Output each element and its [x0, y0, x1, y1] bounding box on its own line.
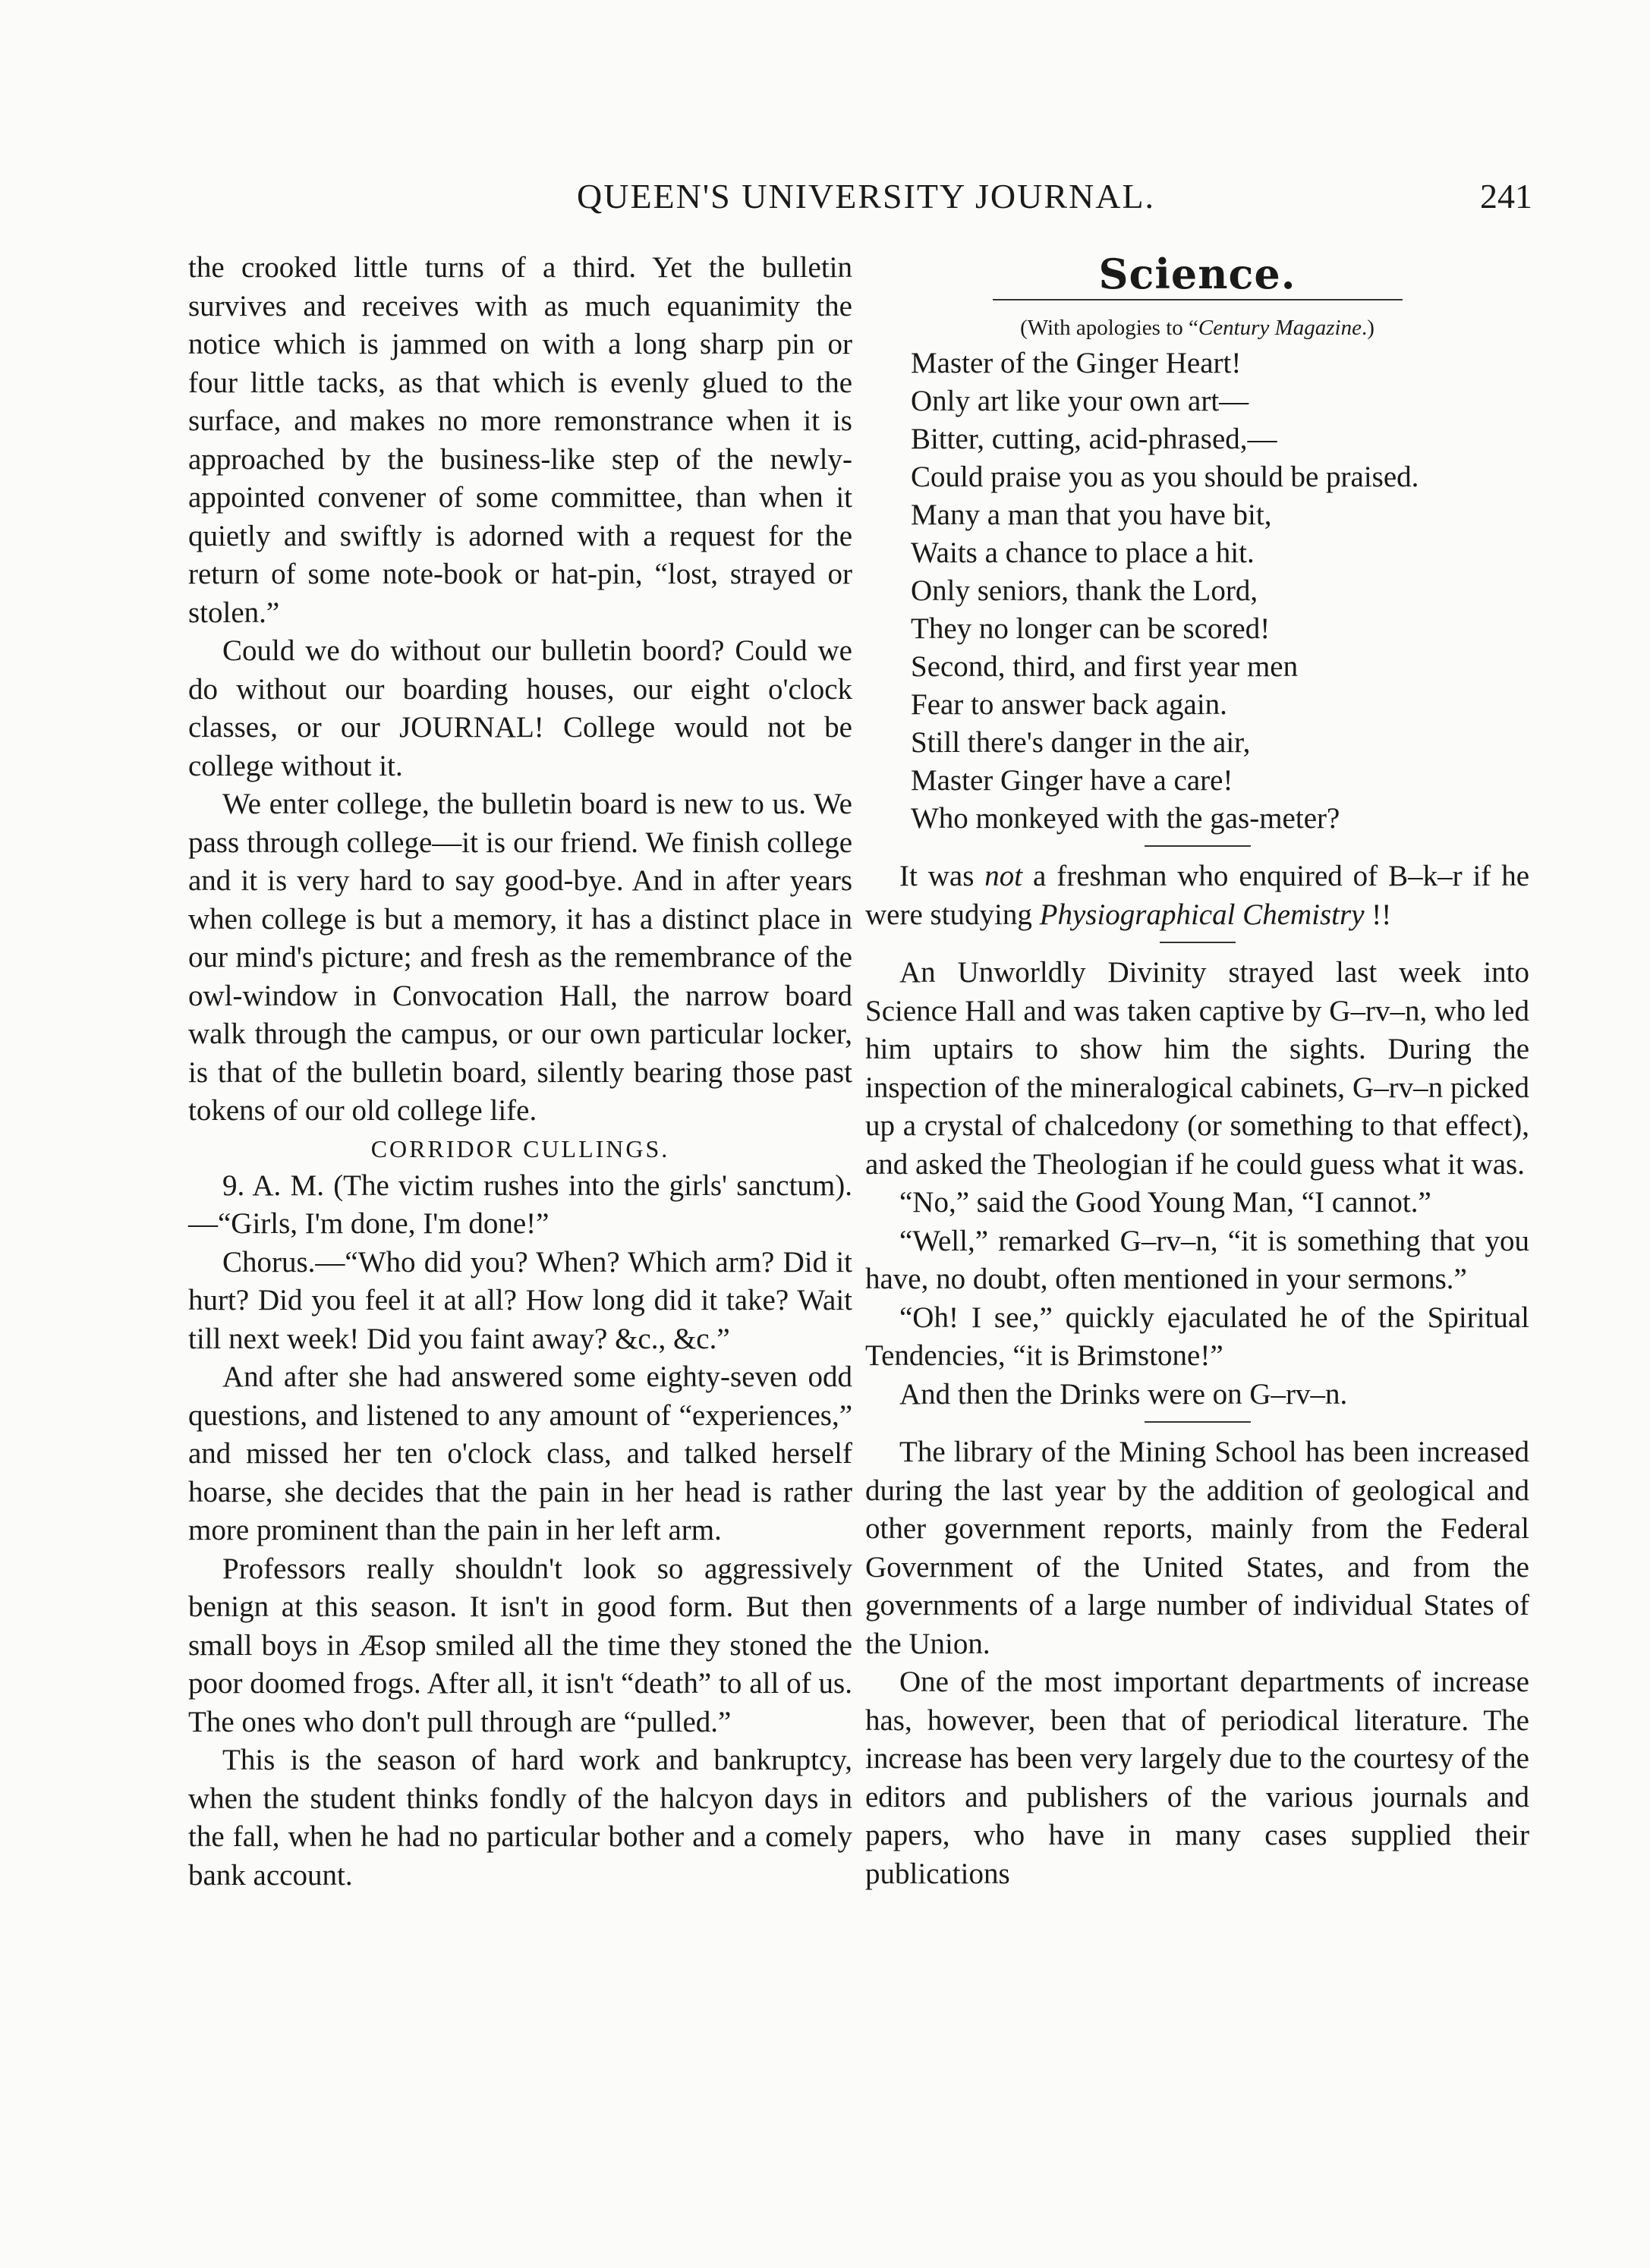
cullings-paragraph-after: And after she had answered some eighty-seven odd questions, and listened to any amount of “experiences,” and missed her ten o'clock class, and talked herself hoarse, she decides that the pain in her head is rather more prominent than the pain in her left arm.	[188, 1360, 852, 1546]
freshman-text-end: !!	[1371, 898, 1392, 931]
cullings-paragraph-season: This is the season of hard work and bankruptcy, when the student thinks fondly of the halcyon days in the fall, when he had no particular bother and a comely bank account.	[188, 1744, 852, 1892]
page-number: 241	[1480, 177, 1532, 215]
item-divider	[1160, 942, 1236, 943]
poem-line: Only seniors, thank the Lord,	[911, 574, 1258, 607]
dialogue-oh: “Oh! I see,” quickly ejaculated he of the Spiritual Tendencies, “it is Brimstone!”	[865, 1301, 1529, 1372]
dialogue-no: “No,” said the Good Young Man, “I cannot.”	[899, 1186, 1431, 1219]
apology-prefix: (With apologies to “	[1020, 316, 1198, 340]
apology-magazine: Century Magazine	[1198, 316, 1362, 340]
cullings-paragraph-professors: Professors really shouldn't look so aggressively benign at this season. It isn't in good form. But then small boys in Æsop smiled all the time they stoned the poor doomed frogs. After all, it isn't “death” to all of us. The ones who don't pull through are “pulled.”	[188, 1552, 852, 1738]
poem-line: Only art like your own art—	[911, 385, 1249, 417]
right-column	[865, 249, 1529, 1893]
poem-line: Second, third, and first year men	[911, 650, 1299, 683]
cullings-paragraph-chorus: Chorus.—“Who did you? When? Which arm? Did it hurt? Did you feel it at all? How long did it take? Wait till next week! Did you faint away? &c., &c.”	[188, 1245, 852, 1355]
poem-line: Bitter, cutting, acid-phrased,—	[911, 423, 1277, 455]
freshman-emphasis: not	[984, 860, 1023, 892]
item-divider	[1145, 845, 1251, 847]
freshman-paragraph	[865, 857, 1529, 934]
freshman-text-middle: a freshman who enquired of B–k–r if he were studying	[865, 860, 1530, 931]
poem-line: Fear to answer back again.	[911, 688, 1227, 721]
poem-line: Master of the Ginger Heart!	[911, 347, 1242, 379]
poem-line: Still there's danger in the air,	[911, 726, 1251, 759]
left-column	[188, 249, 852, 1895]
section-divider	[993, 299, 1403, 300]
bulletin-paragraph-continued: the crooked little turns of a third. Yet the bulletin survives and receives with as much equanimity the notice which is jammed on with a long sharp pin or four little tacks, as that which is evenly glued to the surface, and makes no more remonstrance when it is approached by the business-like step of the newly-appointed convener of some committee, than when it quietly and swiftly is adorned with a request for the return of some note-book or hat-pin, “lost, strayed or stolen.”	[188, 251, 852, 629]
apology-suffix: .)	[1361, 316, 1374, 340]
running-head	[0, 176, 1650, 222]
freshman-text-start: It was	[899, 860, 975, 892]
library-paragraph: The library of the Mining School has been increased during the last year by the addition of geological and other government reports, mainly from the Federal Government of the United States, and from the governments of a large number of individual States of the Union.	[865, 1436, 1529, 1660]
bulletin-paragraph-could-we: Could we do without our bulletin boord? Could we do without our boarding houses, our eight o'clock classes, or our JOURNAL! College would not be college without it.	[188, 634, 852, 782]
item-divider	[1145, 1421, 1251, 1423]
freshman-subject: Physiographical Chemistry	[1039, 898, 1365, 931]
periodical-paragraph: One of the most important departments of increase has, however, been that of periodical literature. The increase has been very largely due to the courtesy of the editors and publishers of the various journals and papers, who have in many cases supplied their publications	[865, 1666, 1529, 1890]
poem-line: Master Ginger have a care!	[911, 764, 1233, 797]
bulletin-paragraph-we-enter: We enter college, the bulletin board is new to us. We pass through college—it is our friend. We finish college and it is very hard to say good-bye. And in after years when college is but a memory, it has a distinct place in our mind's picture; and fresh as the remembrance of the owl-window in Convocation Hall, the narrow board walk through the campus, or our own particular locker, is that of the bulletin board, silently bearing those past tokens of our old college life.	[188, 788, 852, 1127]
divinity-paragraph: An Unworldly Divinity strayed last week into Science Hall and was taken captive by G–rv–n, who led him uptairs to show him the sights. During the inspection of the mineralogical cabinets, G–rv–n picked up a crystal of chalcedony (or something to that effect), and asked the Theologian if he could guess what it was.	[865, 956, 1529, 1181]
dialogue-well: “Well,” remarked G–rv–n, “it is something that you have, no doubt, often mentioned in your sermons.”	[865, 1224, 1529, 1295]
poem-line: Waits a chance to place a hit.	[911, 536, 1255, 569]
cullings-paragraph-victim: 9. A. M. (The victim rushes into the girls' sanctum).—“Girls, I'm done, I'm done!”	[188, 1169, 852, 1240]
poem-line: Could praise you as you should be praised.	[911, 461, 1419, 493]
journal-title: QUEEN'S UNIVERSITY JOURNAL.	[577, 177, 1156, 215]
poem-line: They no longer can be scored!	[911, 612, 1271, 645]
poem-line: Many a man that you have bit,	[911, 499, 1272, 531]
ginger-poem	[911, 344, 1529, 838]
poem-line: Who monkeyed with the gas-meter?	[911, 802, 1340, 835]
science-section-title: Science.	[1098, 250, 1296, 298]
corridor-cullings-heading: CORRIDOR CULLINGS.	[370, 1134, 670, 1162]
apology-note	[865, 311, 1529, 344]
dialogue-drinks: And then the Drinks were on G–rv–n.	[899, 1377, 1348, 1411]
